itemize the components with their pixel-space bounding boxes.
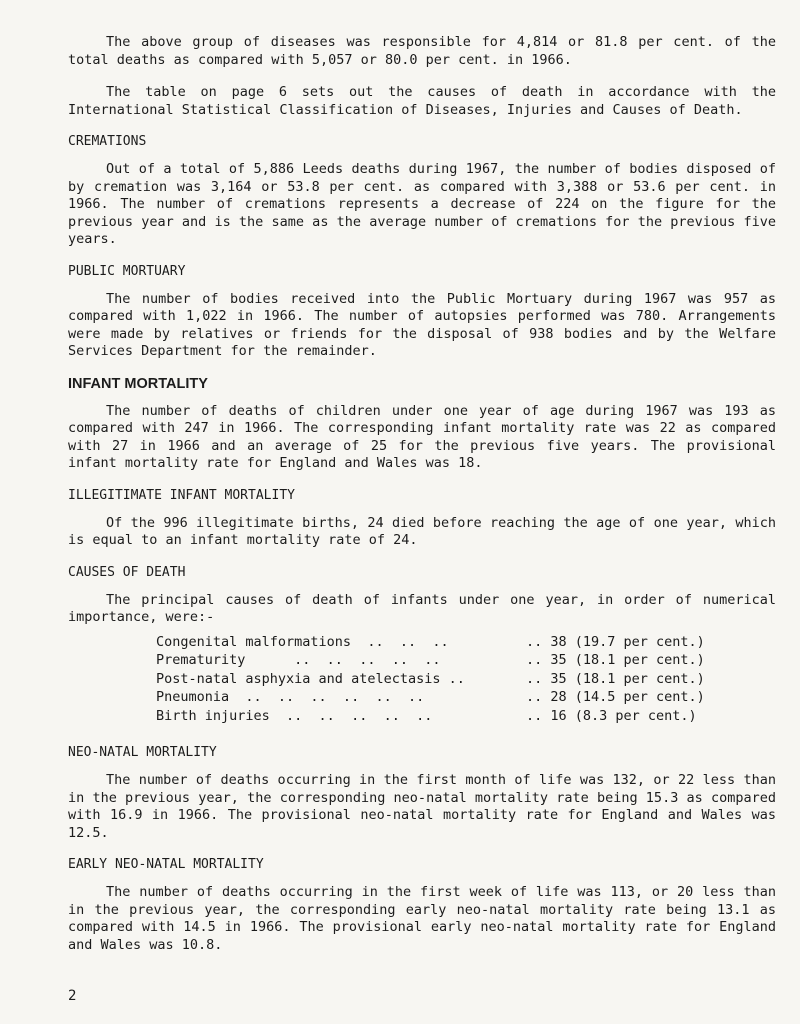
causes-of-death-list <box>68 633 776 726</box>
cause-label: Congenital malformations .. .. .. <box>156 633 449 650</box>
cause-value: .. 16 (8.3 per cent.) <box>526 707 697 724</box>
cause-label: Birth injuries .. .. .. .. .. <box>156 707 433 724</box>
early-neo-natal-mortality-heading: EARLY NEO-NATAL MORTALITY <box>68 857 264 872</box>
infant-mortality-paragraph: The number of deaths of children under one year of age during 1967 was 193 as compared with 247 in 1966. The corresponding infant mortality rate was 22 as compared with 27 in 1966 and an average of 25 for the previous five years. The provisional infant mortality rate for England and Wales was 18. <box>68 402 776 471</box>
list-item <box>156 670 776 689</box>
document-page <box>68 34 776 969</box>
cremations-paragraph: Out of a total of 5,886 Leeds deaths during 1967, the number of bodies disposed of by cremation was 3,164 or 53.8 per cent. as compared with 3,388 or 53.6 per cent. in 1966. The number of cremations represents a decrease of 224 on the figure for the previous year and is the same as the average number of cremations for the previous five years. <box>68 161 776 247</box>
cremations-heading: CREMATIONS <box>68 134 147 149</box>
page-number: 2 <box>68 988 77 1004</box>
intro-paragraph-2: The table on page 6 sets out the causes of death in accordance with the International Statistical Classification of Diseases, Injuries and Causes of Death. <box>68 84 776 118</box>
cause-label: Pneumonia .. .. .. .. .. .. <box>156 689 425 705</box>
neo-natal-mortality-heading: NEO-NATAL MORTALITY <box>68 745 217 760</box>
cause-value: .. 38 (19.7 per cent.) <box>526 633 705 650</box>
list-item <box>156 688 776 707</box>
early-neo-natal-mortality-paragraph: The number of deaths occurring in the first week of life was 113, or 20 less than in the previous year, the corresponding early neo-natal mortality rate being 13.1 as compared with 14.5 in 1966. The provisional early neo-natal mortality rate for England and Wales was 10.8. <box>68 884 776 953</box>
illegitimate-infant-mortality-heading: ILLEGITIMATE INFANT MORTALITY <box>68 487 295 503</box>
intro-paragraph-1: The above group of diseases was responsible for 4,814 or 81.8 per cent. of the total deaths as compared with 5,057 or 80.0 per cent. in 1966. <box>68 34 776 68</box>
neo-natal-mortality-paragraph: The number of deaths occurring in the first month of life was 132, or 22 less than in the previous year, the corresponding neo-natal mortality rate being 15.3 as compared with 16.9 in 1966. The provisional neo-natal mortality rate for England and Wales was 12.5. <box>68 772 776 841</box>
infant-mortality-heading: INFANT MORTALITY <box>68 375 208 392</box>
list-item <box>156 651 776 670</box>
list-item <box>156 633 776 652</box>
cause-label: Prematurity .. .. .. .. .. <box>156 652 441 668</box>
list-item <box>156 707 776 726</box>
public-mortuary-heading: PUBLIC MORTUARY <box>68 263 186 279</box>
cause-label: Post-natal asphyxia and atelectasis .. <box>156 670 465 687</box>
cause-value: .. 35 (18.1 per cent.) <box>526 670 705 687</box>
causes-of-death-heading: CAUSES OF DEATH <box>68 564 186 580</box>
public-mortuary-paragraph: The number of bodies received into the Public Mortuary during 1967 was 957 as compared with 1,022 in 1966. The number of autopsies performed was 780. Arrangements were made by relatives or friends for the disposal of 938 bodies and by the Welfare Services Department for the remainder. <box>68 290 776 359</box>
cause-value: .. 35 (18.1 per cent.) <box>526 652 705 668</box>
cause-value: .. 28 (14.5 per cent.) <box>526 689 705 705</box>
illegitimate-infant-mortality-paragraph: Of the 996 illegitimate births, 24 died before reaching the age of one year, which is equal to an infant mortality rate of 24. <box>68 514 776 548</box>
causes-of-death-paragraph: The principal causes of death of infants under one year, in order of numerical importance, were:- <box>68 591 776 625</box>
